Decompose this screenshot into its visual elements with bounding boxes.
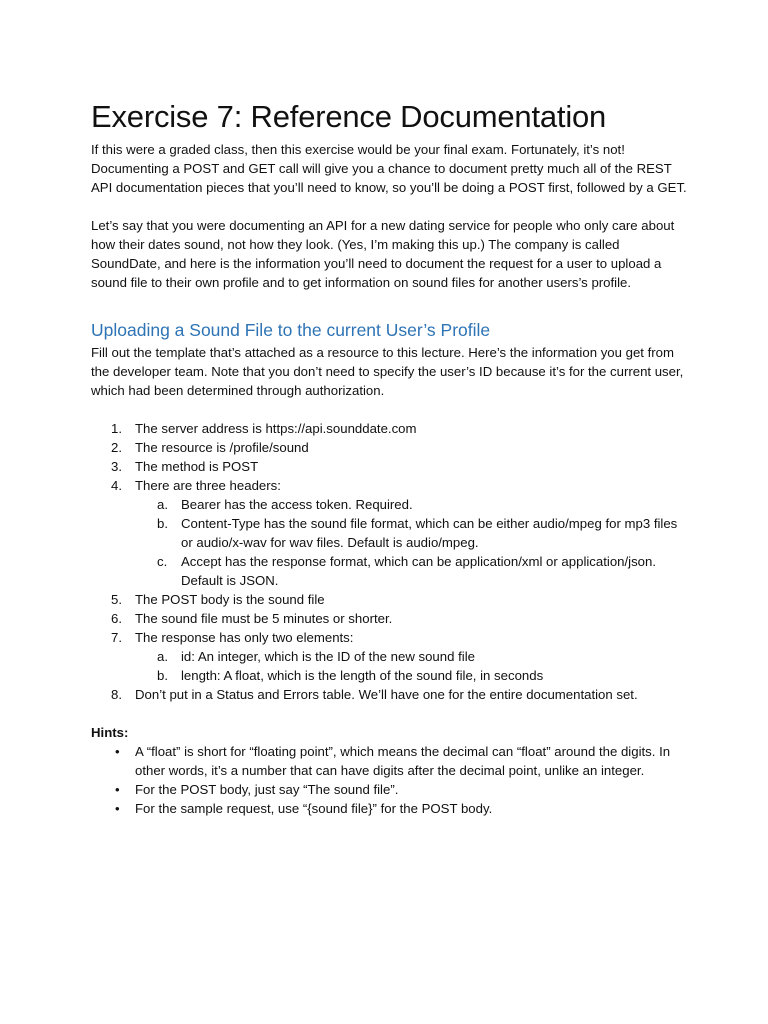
sub-list-item-letter: b. xyxy=(157,668,168,683)
sub-list-item xyxy=(135,666,691,685)
list-item xyxy=(91,685,691,704)
list-item xyxy=(91,419,691,438)
sub-list-item xyxy=(135,552,691,590)
sub-list-item xyxy=(135,514,691,552)
sub-list-item-letter: a. xyxy=(157,497,168,512)
list-item xyxy=(91,628,691,685)
hint-text: A “float” is short for “floating point”, which means the decimal can “float” around the digits. In other words, it’s a number that can have digits after the decimal point, unlike an integer. xyxy=(135,744,671,778)
list-item-text: The response has only two elements: xyxy=(135,630,354,645)
list-item-text: There are three headers: xyxy=(135,478,281,493)
list-item-text: The server address is https://api.sounddate.com xyxy=(135,421,417,436)
hint-item xyxy=(91,742,691,780)
list-item-number: 5. xyxy=(111,592,122,607)
list-item-number: 8. xyxy=(111,687,122,702)
sub-list-item-text: id: An integer, which is the ID of the new sound file xyxy=(181,649,475,664)
list-item-number: 1. xyxy=(111,421,122,436)
list-item-number: 2. xyxy=(111,440,122,455)
list-item xyxy=(91,457,691,476)
intro-paragraph-1: If this were a graded class, then this exercise would be your final exam. Fortunately, it’s not! Documenting a POST and GET call will give you a chance to document pretty much all of the REST API documentation pieces that you’ll need to know, so you’ll be doing a POST first, followed by a GET. xyxy=(91,142,687,195)
sub-list-item-text: Bearer has the access token. Required. xyxy=(181,497,413,512)
hints-label: Hints: xyxy=(91,725,129,740)
sub-list-item-letter: b. xyxy=(157,516,168,531)
list-item-text: Don’t put in a Status and Errors table. We’ll have one for the entire documentation set. xyxy=(135,687,638,702)
sub-list-item xyxy=(135,495,691,514)
hint-text: For the sample request, use “{sound file}” for the POST body. xyxy=(135,801,493,816)
section-heading: Uploading a Sound File to the current User’s Profile xyxy=(91,320,491,340)
intro-paragraph-2: Let’s say that you were documenting an API for a new dating service for people who only care about how their dates sound, not how they look. (Yes, I’m making this up.) The company is called SoundDate, and here is the information you’ll need to document the request for a user to upload a sound file to their own profile and to get information on sound files for another users’s profile. xyxy=(91,218,675,290)
list-item-number: 4. xyxy=(111,478,122,493)
bullet-icon: • xyxy=(115,782,120,797)
page-title: Exercise 7: Reference Documentation xyxy=(91,99,607,134)
sub-list-item-text: length: A float, which is the length of the sound file, in seconds xyxy=(181,668,544,683)
sub-list xyxy=(135,647,691,685)
requirements-list xyxy=(91,419,691,704)
hint-text: For the POST body, just say “The sound file”. xyxy=(135,782,399,797)
list-item xyxy=(91,609,691,628)
sub-list-item-letter: a. xyxy=(157,649,168,664)
list-item-text: The method is POST xyxy=(135,459,259,474)
sub-list-item-text: Accept has the response format, which can be application/xml or application/json. Default is JSON. xyxy=(181,554,657,588)
list-item xyxy=(91,590,691,609)
list-item xyxy=(91,438,691,457)
list-item-number: 3. xyxy=(111,459,122,474)
sub-list-item-letter: c. xyxy=(157,554,168,569)
sub-list-item xyxy=(135,647,691,666)
document-page xyxy=(91,98,691,818)
list-item-number: 6. xyxy=(111,611,122,626)
bullet-icon: • xyxy=(115,801,120,816)
bullet-icon: • xyxy=(115,744,120,759)
list-item-text: The POST body is the sound file xyxy=(135,592,325,607)
sub-list-item-text: Content-Type has the sound file format, which can be either audio/mpeg for mp3 files or audio/x-wav for wav files. Default is audio/mpeg. xyxy=(181,516,678,550)
list-item-text: The resource is /profile/sound xyxy=(135,440,309,455)
hints-list xyxy=(91,742,691,818)
section-intro: Fill out the template that’s attached as a resource to this lecture. Here’s the information you get from the developer team. Note that you don’t need to specify the user’s ID because it’s for the current user, which had been determined through authorization. xyxy=(91,345,684,398)
sub-list xyxy=(135,495,691,590)
hint-item xyxy=(91,799,691,818)
list-item xyxy=(91,476,691,590)
hint-item xyxy=(91,780,691,799)
list-item-text: The sound file must be 5 minutes or shorter. xyxy=(135,611,393,626)
list-item-number: 7. xyxy=(111,630,122,645)
